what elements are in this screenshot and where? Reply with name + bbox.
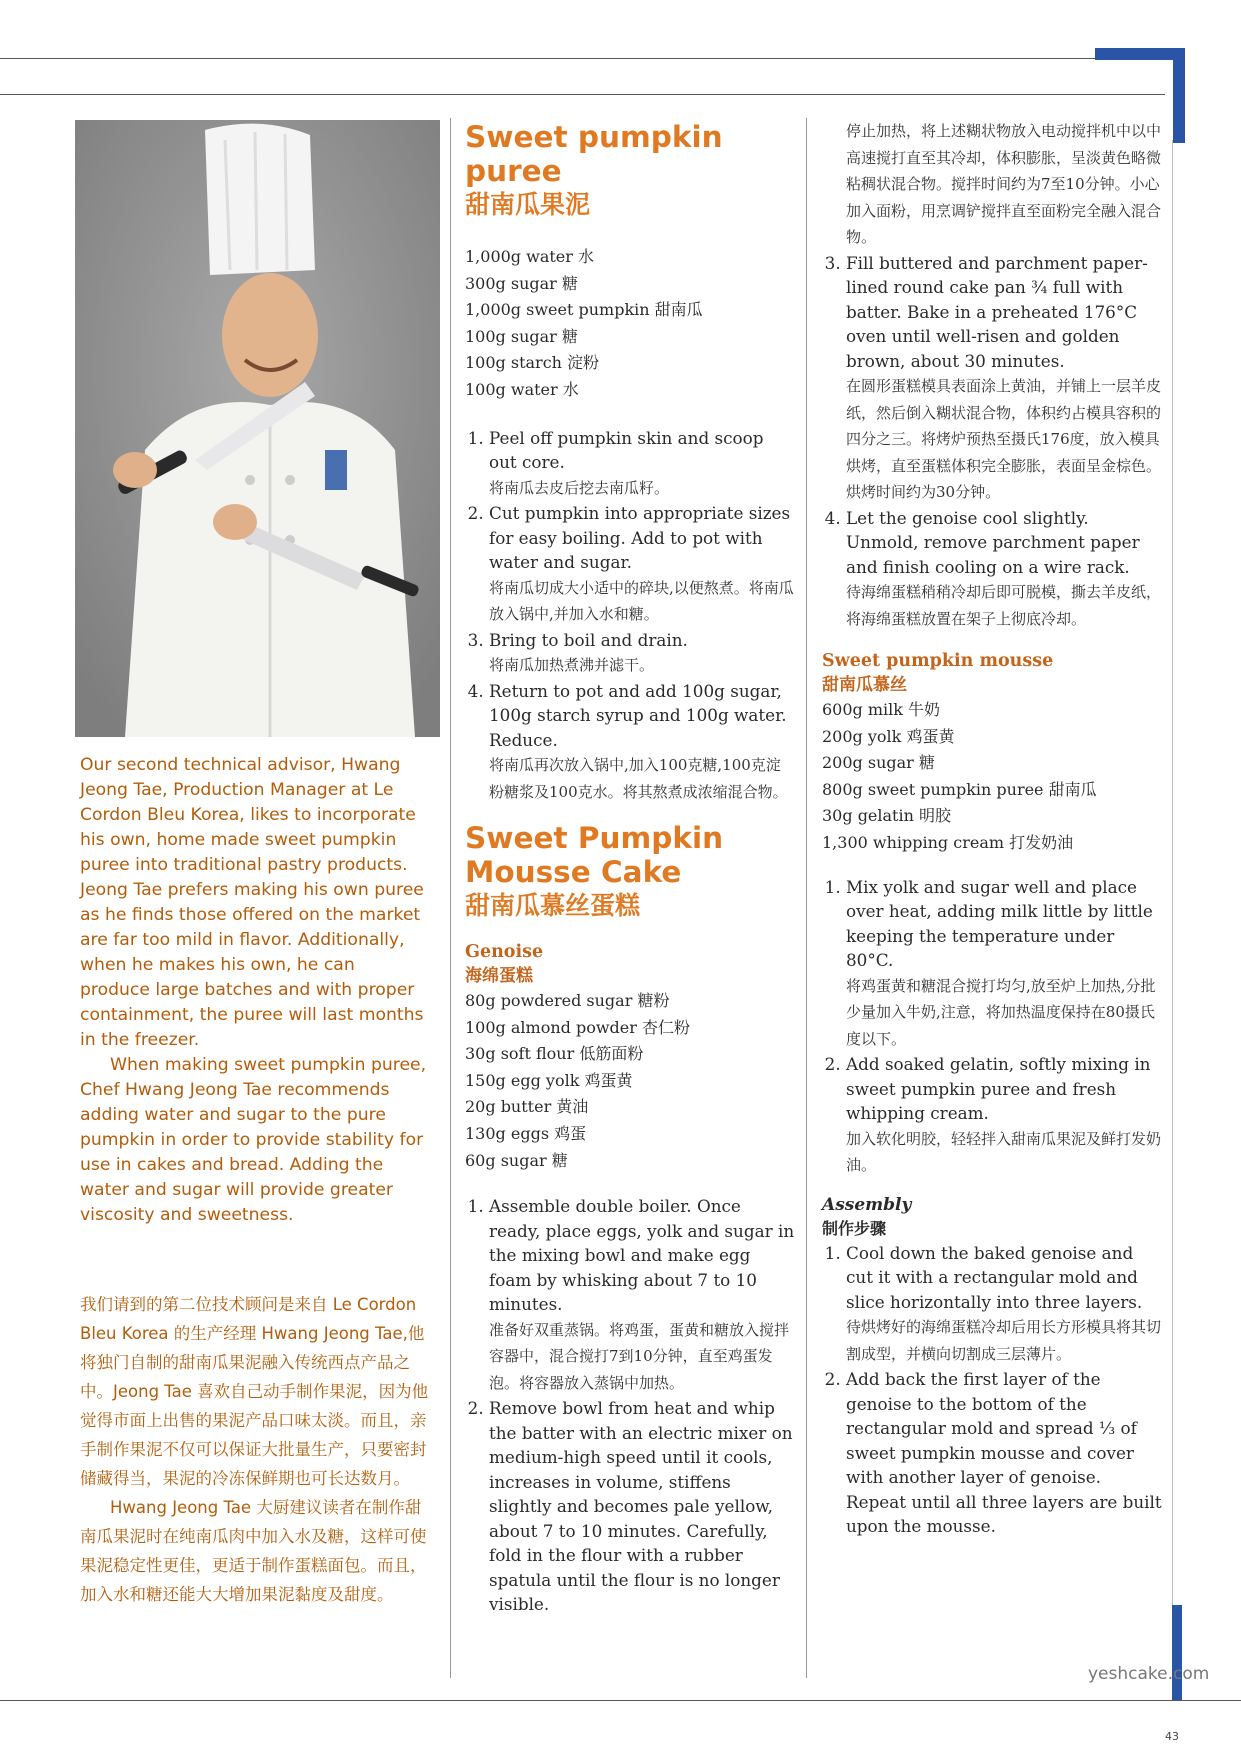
step-en: 2. Remove bowl from heat and whip the batter with an electric mixer on medium-high speed until it cools, increases in volume, stiffens slightly and becomes pale yellow, about 7 to 10 minutes. Carefully, fold in the flour with a rubber spatula until the flour is no longer visible. xyxy=(489,1398,793,1615)
chef-illustration xyxy=(75,120,440,737)
step-item xyxy=(489,628,795,679)
step-item xyxy=(489,501,795,628)
step-en: 1. Cool down the baked genoise and cut it with a rectangular mold and slice horizontally into three layers. xyxy=(846,1242,1143,1312)
ingredient-item: 1,300 whipping cream 打发奶油 xyxy=(822,832,1074,852)
puree-steps xyxy=(465,426,795,806)
puree-ingredients xyxy=(465,244,795,404)
step-cn: 准备好双重蒸锅。将鸡蛋，蛋黄和糖放入搅拌容器中，混合搅打7到10分钟，直至鸡蛋发泡。将容器放入蒸锅中加热。 xyxy=(489,1320,790,1392)
step-cn: 将南瓜切成大小适中的碎块,以便熬煮。将南瓜放入锅中,并加入水和糖。 xyxy=(489,578,794,624)
cake-title-cn: 甜南瓜慕丝蛋糕 xyxy=(465,891,641,921)
step-cn: 将南瓜去皮后挖去南瓜籽。 xyxy=(489,478,670,497)
middle-column xyxy=(465,120,795,1617)
assembly-title-en: Assembly xyxy=(822,1194,912,1215)
genoise-steps-a xyxy=(465,1194,795,1617)
step-en: 4. Let the genoise cool slightly. Unmold, remove parchment paper and finish cooling on a wire rack. xyxy=(846,507,1140,577)
puree-title-en: Sweet pumpkin puree xyxy=(465,120,723,188)
mousse-ingredients xyxy=(822,697,1162,857)
right-rule xyxy=(1172,140,1173,1700)
ingredient-item: 130g eggs 鸡蛋 xyxy=(465,1124,587,1144)
watermark: yeshcake.com xyxy=(1088,1664,1210,1684)
ingredient-item: 1,000g water 水 xyxy=(465,247,595,266)
page-number: 43 xyxy=(1165,1730,1179,1743)
step-cn: 在圆形蛋糕模具表面涂上黄油，并铺上一层羊皮纸，然后倒入糊状混合物，体积约占模具容积的四分之三。将烤炉预热至摄氏176度，放入模具烘烤，直至蛋糕体积完全膨胀，表面呈金棕色。烘烤时间约为30分钟。 xyxy=(846,377,1162,501)
mousse-title-en: Sweet pumpkin mousse xyxy=(822,651,1054,671)
step-item xyxy=(846,506,1162,633)
ingredient-item: 30g gelatin 明胶 xyxy=(822,806,951,826)
ingredient-item: 100g starch 淀粉 xyxy=(465,353,600,373)
mousse-title-cn: 甜南瓜慕丝 xyxy=(822,675,907,695)
step-en: 3. Bring to boil and drain. xyxy=(489,629,688,650)
step-item xyxy=(846,251,1162,506)
step-item xyxy=(846,1052,1162,1179)
step-en: 2. Cut pumpkin into appropriate sizes for easy boiling. Add to pot with water and sugar. xyxy=(489,503,791,573)
step-en: 2. Add soaked gelatin, softly mixing in sweet pumpkin puree and fresh whipping cream. xyxy=(846,1054,1151,1124)
step-item xyxy=(489,426,795,502)
ingredient-item: 100g sugar 糖 xyxy=(465,326,578,346)
genoise-steps-b xyxy=(822,251,1162,633)
ingredient-item: 60g sugar 糖 xyxy=(465,1150,568,1170)
ingredient-item: 800g sweet pumpkin puree 甜南瓜 xyxy=(822,779,1097,799)
step-cn-continued: 停止加热，将上述糊状物放入电动搅拌机中以中高速搅打直至其冷却，体积膨胀，呈淡黄色略微粘稠状混合物。搅拌时间约为7至10分钟。小心加入面粉，用烹调铲搅拌直至面粉完全融入混合物。 xyxy=(846,122,1162,246)
ingredient-item: 150g egg yolk 鸡蛋黄 xyxy=(465,1070,633,1090)
bottom-rule xyxy=(0,1700,1241,1701)
step-cn: 将鸡蛋黄和糖混合搅打均匀,放至炉上加热,分批少量加入牛奶,注意，将加热温度保持在80摄氏度以下。 xyxy=(846,976,1156,1048)
mousse-steps xyxy=(822,875,1162,1179)
column-divider xyxy=(806,118,807,1678)
intro-chinese xyxy=(80,1290,430,1609)
step-item xyxy=(846,1241,1162,1368)
intro-en-para: When making sweet pumpkin puree, Chef Hwang Jeong Tae recommends adding water and sugar to the pure pumpkin in order to provide stability for use in cakes and bread. Adding the water and sugar will provide greater viscosity and sweetness. xyxy=(80,1055,427,1225)
ingredient-item: 100g almond powder 杏仁粉 xyxy=(465,1017,690,1037)
right-column xyxy=(822,118,1162,1539)
ingredient-item: 1,000g sweet pumpkin 甜南瓜 xyxy=(465,300,703,320)
step-cn: 加入软化明胶，轻轻拌入甜南瓜果泥及鲜打发奶油。 xyxy=(846,1129,1162,1175)
ingredient-item: 30g soft flour 低筋面粉 xyxy=(465,1044,644,1064)
genoise-ingredients xyxy=(465,988,795,1174)
ingredient-item: 80g powdered sugar 糖粉 xyxy=(465,991,670,1011)
intro-en-para: Our second technical advisor, Hwang Jeong Tae, Production Manager at Le Cordon Bleu Korea, likes to incorporate his own, home made sweet pumpkin puree into traditional pastry products. Jeong Tae prefers making his own puree as he finds those offered on the market are far too mild in flavor. Additionally, when he makes his own, he can produce large batches and with proper containment, the puree will last months in the freezer. xyxy=(80,755,424,1050)
top-rule xyxy=(0,58,1100,59)
step-en: 2. Add back the first layer of the genoise to the bottom of the rectangular mold and spread ⅓ of sweet pumpkin mousse and cover with another layer of genoise. Repeat until all three layers are built upon the mousse. xyxy=(846,1369,1162,1537)
ingredient-item: 200g sugar 糖 xyxy=(822,753,935,773)
cake-title-en: Sweet Pumpkin Mousse Cake xyxy=(465,821,724,890)
step-item xyxy=(846,1367,1162,1539)
genoise-title-en: Genoise xyxy=(465,942,544,963)
step-cn: 将南瓜加热煮沸并滤干。 xyxy=(489,656,655,675)
ingredient-item: 100g water 水 xyxy=(465,379,579,399)
intro-cn-para: 我们请到的第二位技术顾问是来自 Le Cordon Bleu Korea 的生产经理 Hwang Jeong Tae,他将独门自制的甜南瓜果泥融入传统西点产品之中。Jeong Tae 喜欢自己动手制作果泥，因为他觉得市面上出售的果泥产品口味太淡。而且，亲手制作果泥不仅可以保证大批量生产，只要密封储藏得当，果泥的冷冻保鲜期也可长达数月。 xyxy=(80,1295,429,1488)
chef-photo xyxy=(75,120,440,737)
assembly-steps xyxy=(822,1241,1162,1539)
assembly-title-cn: 制作步骤 xyxy=(822,1218,887,1238)
step-en: 4. Return to pot and add 100g sugar, 100g starch syrup and 100g water. Reduce. xyxy=(489,680,787,750)
step-item xyxy=(489,1194,795,1396)
corner-mark-bottom xyxy=(1172,1605,1182,1700)
genoise-title-cn: 海绵蛋糕 xyxy=(465,966,533,987)
step-en: 1. Assemble double boiler. Once ready, place eggs, yolk and sugar in the mixing bowl and make egg foam by whisking about 7 to 10 minutes. xyxy=(489,1196,795,1315)
header-rule xyxy=(0,94,1165,95)
step-item xyxy=(846,875,1162,1053)
step-en: 3. Fill buttered and parchment paper-lined round cake pan ¾ full with batter. Bake in a preheated 176°C oven until well-risen and golden brown, about 30 minutes. xyxy=(846,252,1148,371)
step-en: 1. Mix yolk and sugar well and place over heat, adding milk little by little keeping the temperature under 80°C. xyxy=(846,876,1153,971)
puree-title-cn: 甜南瓜果泥 xyxy=(465,190,591,219)
step-en: 1. Peel off pumpkin skin and scoop out core. xyxy=(489,427,764,473)
intro-cn-para: Hwang Jeong Tae 大厨建议读者在制作甜南瓜果泥时在纯南瓜肉中加入水及糖，这样可使果泥稳定性更佳，更适于制作蛋糕面包。而且，加入水和糖还能大大增加果泥黏度及甜度。 xyxy=(80,1498,427,1604)
step-cn: 将南瓜再次放入锅中,加入100克糖,100克淀粉糖浆及100克水。将其熬煮成浓缩混合物。 xyxy=(489,756,788,801)
ingredient-item: 300g sugar 糖 xyxy=(465,273,578,293)
ingredient-item: 200g yolk 鸡蛋黄 xyxy=(822,726,955,746)
ingredient-item: 20g butter 黄油 xyxy=(465,1097,589,1117)
step-item xyxy=(489,1396,795,1617)
step-item xyxy=(489,679,795,806)
step-cn: 待烘烤好的海绵蛋糕冷却后用长方形模具将其切割成型，并横向切割成三层薄片。 xyxy=(846,1318,1162,1363)
ingredient-item: 600g milk 牛奶 xyxy=(822,700,941,719)
step-cn: 待海绵蛋糕稍稍冷却后即可脱模，撕去羊皮纸，将海绵蛋糕放置在架子上彻底冷却。 xyxy=(846,583,1162,628)
intro-english xyxy=(80,753,430,1228)
column-divider xyxy=(450,118,451,1678)
